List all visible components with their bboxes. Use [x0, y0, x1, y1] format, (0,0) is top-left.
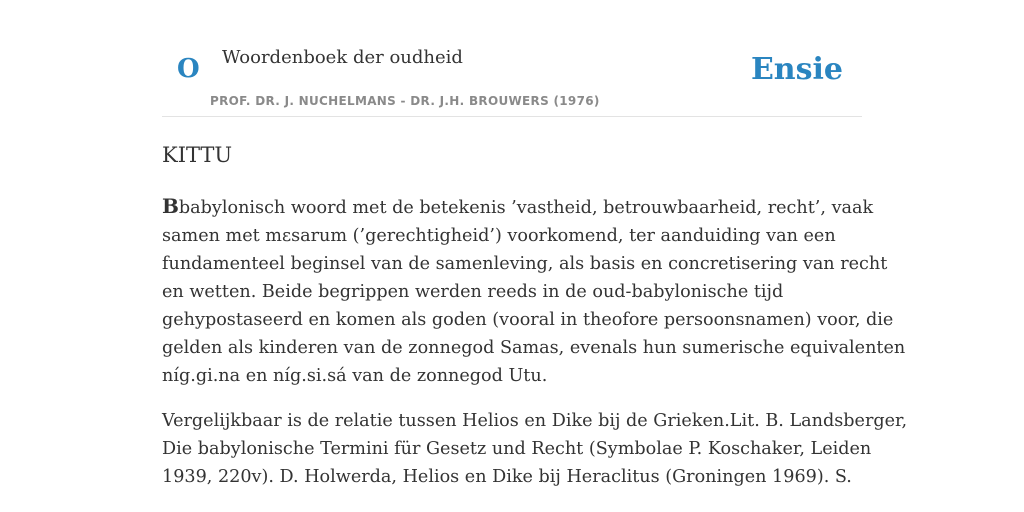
- ensie-logo[interactable]: Ensie: [750, 52, 843, 87]
- paragraph-line: níg.gi.na en níg.si.sá van de zonnegod Utu.: [162, 366, 548, 386]
- paragraph-line: gehypostaseerd en komen als goden (vooral in theofore persoonsnamen) voor, die: [162, 310, 894, 330]
- paragraph-line-text: babylonisch woord met de betekenis ’vastheid, betrouwbaarheid, recht’, vaak: [178, 198, 874, 218]
- paragraph-line: samen met mεsarum (’gerechtigheid’) voorkomend, ter aanduiding van een: [162, 226, 836, 246]
- paragraph-line: [162, 192, 874, 222]
- index-letter[interactable]: O: [177, 54, 200, 84]
- paragraph-line: fundamenteel beginsel van de samenleving, als basis en concretisering van recht: [162, 254, 888, 274]
- entry-paragraph-1: [162, 192, 906, 390]
- paragraph-line: en wetten. Beide begrippen werden reeds in de oud-babylonische tijd: [162, 282, 784, 302]
- book-title[interactable]: Woordenboek der oudheid: [222, 47, 463, 68]
- initial-letter: B: [162, 194, 179, 218]
- book-header: [162, 0, 862, 117]
- paragraph-line: 1939, 220v). D. Holwerda, Helios en Dike bij Heraclitus (Groningen 1969). S.: [162, 467, 852, 487]
- entry-paragraph-2: [162, 407, 908, 491]
- paragraph-line: gelden als kinderen van de zonnegod Samas, evenals hun sumerische equivalenten: [162, 338, 906, 358]
- paragraph-line: Die babylonische Termini für Gesetz und Recht (Symbolae P. Koschaker, Leiden: [162, 439, 872, 459]
- paragraph-line: Vergelijkbaar is de relatie tussen Helios en Dike bij de Grieken.Lit. B. Landsberger,: [162, 411, 908, 431]
- entry-headword: KITTU: [162, 143, 233, 167]
- book-authors: PROF. DR. J. NUCHELMANS - DR. J.H. BROUWERS (1976): [210, 94, 600, 108]
